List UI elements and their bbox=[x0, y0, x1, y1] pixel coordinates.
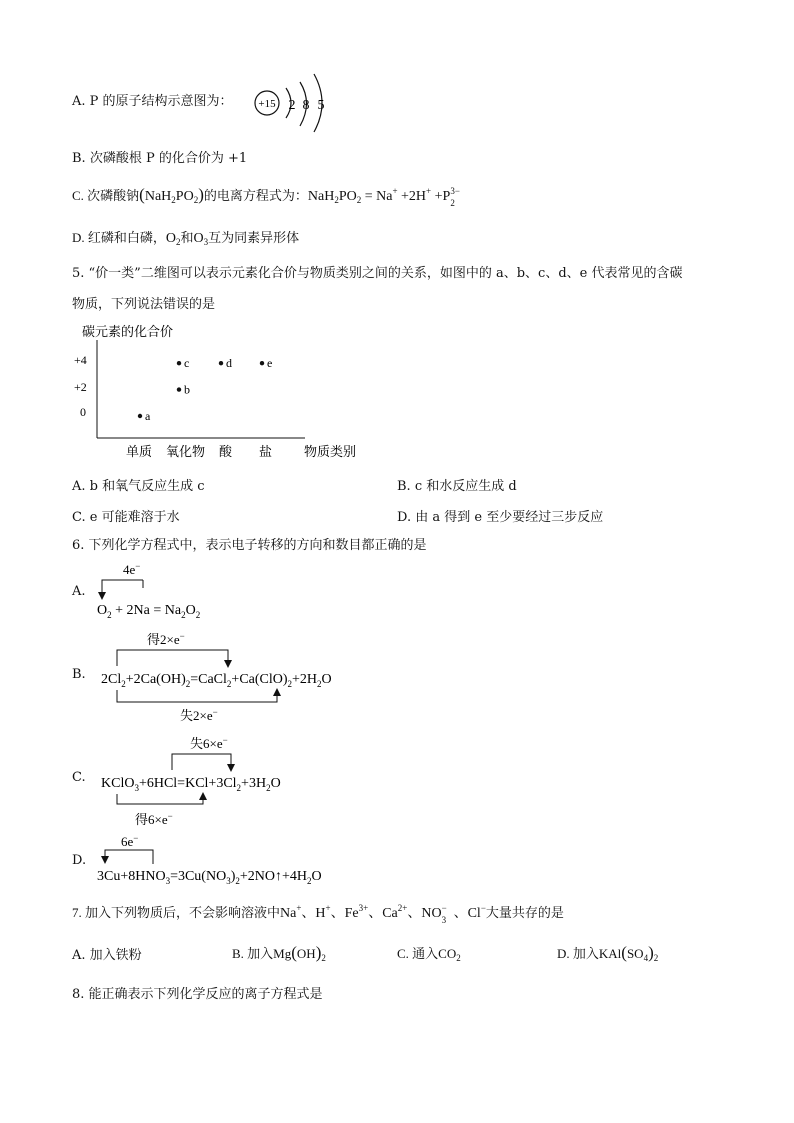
q7-option-d: D. 加入$KAl(SO_4)_2$ bbox=[557, 943, 659, 963]
q6-d-formula: $3Cu+8HNO_3=3Cu(NO_3)_2+2NO↑+4H_2O$ bbox=[97, 869, 322, 886]
q6-a-electron-count: 4e− bbox=[123, 561, 141, 577]
q6-b-loss-label: 失2×e− bbox=[180, 707, 218, 723]
x-tick-oxide: 氧化物 bbox=[166, 444, 206, 459]
q6-c-loss-label: 失6×e− bbox=[190, 735, 228, 751]
q6-c-bottom-line bbox=[117, 794, 203, 804]
q4-option-a-text: A. P 的原子结构示意图为： bbox=[72, 94, 233, 109]
q5-option-b: B. c 和水反应生成 d bbox=[397, 479, 517, 494]
chart-points bbox=[138, 356, 273, 423]
q4-c-formula-na: NaH bbox=[144, 189, 172, 204]
q6-b-top-line bbox=[117, 650, 228, 666]
q6-a-transfer-line bbox=[102, 580, 143, 596]
q7-stem: 7. 加入下列物质后，不会影响溶液中Na+、H+、$Fe^{3+}$、$Ca^{2+}$、NO − 3 、Cl−大量共存的是 bbox=[72, 903, 564, 925]
x-tick-elemental: 单质 bbox=[126, 444, 153, 459]
q6-option-c-equation bbox=[95, 732, 315, 828]
q6-b-formula: $2Cl_2+2Ca(OH)_2=CaCl_2+Ca(ClO)_2+2H_2O$ bbox=[101, 672, 332, 689]
q7-option-b: B. 加入$Mg(OH)_2$ bbox=[232, 943, 326, 963]
point-label-e: e bbox=[267, 356, 273, 371]
point-label-c: c bbox=[184, 356, 190, 371]
q6-d-transfer-line bbox=[105, 850, 153, 864]
q6-option-a-label: A. bbox=[72, 584, 86, 599]
q5-option-a: A. b 和氧气反应生成 c bbox=[72, 479, 205, 494]
point-c bbox=[177, 361, 181, 365]
q4-c-mid: 的电离方程式为： bbox=[203, 188, 308, 203]
x-tick-acid: 酸 bbox=[219, 444, 233, 459]
valence-category-chart bbox=[62, 318, 382, 468]
q6-a-arrow-head bbox=[98, 592, 106, 600]
q6-c-bottom-arrow bbox=[199, 792, 207, 800]
y-tick-plus4: +4 bbox=[74, 353, 87, 367]
y-tick-plus2: +2 bbox=[74, 380, 87, 394]
point-label-b: b bbox=[184, 382, 190, 397]
q6-c-formula: $KClO_3+6HCl=KCl+3Cl_2+3H_2O$ bbox=[101, 776, 281, 793]
q4-option-d-text: D. 红磷和白磷，$O_2$和$O_3$互为同素异形体 bbox=[72, 230, 300, 247]
q4-c-prefix: C. 次磷酸钠 bbox=[72, 188, 140, 203]
q6-option-b-label: B. bbox=[72, 667, 86, 682]
q6-option-d-label: D. bbox=[72, 853, 87, 868]
q5-stem-line-2: 物质，下列说法错误的是 bbox=[72, 297, 216, 312]
q6-option-c-label: C. bbox=[72, 770, 86, 785]
x-tick-salt: 盐 bbox=[259, 444, 273, 459]
q5-option-d: D. 由 a 得到 e 至少要经过三步反应 bbox=[397, 510, 604, 525]
nucleus-charge: +15 bbox=[258, 98, 276, 110]
q5-stem-line-1: 5. “价一类”二维图可以表示元素化合价与物质类别之间的关系，如图中的 a、b、c、d、e 代表常见的含碳 bbox=[72, 266, 683, 281]
q6-c-top-line bbox=[172, 754, 231, 770]
q5-option-c: C. e 可能难溶于水 bbox=[72, 510, 180, 525]
q6-d-electron-count: 6e− bbox=[121, 833, 139, 849]
q6-option-b-equation bbox=[95, 628, 355, 724]
shell-3-electrons: 5 bbox=[317, 98, 325, 113]
q6-c-top-arrow bbox=[227, 764, 235, 772]
q6-option-a-equation bbox=[95, 560, 245, 622]
y-tick-zero: 0 bbox=[80, 405, 86, 419]
atom-structure-diagram bbox=[252, 70, 342, 136]
q6-c-gain-label: 得6×e− bbox=[135, 811, 173, 827]
point-e bbox=[260, 361, 264, 365]
q6-b-bottom-arrow bbox=[273, 688, 281, 696]
q6-b-bottom-line bbox=[117, 690, 277, 702]
point-a bbox=[138, 414, 142, 418]
point-label-d: d bbox=[226, 356, 232, 371]
q4-c-formula-po: PO bbox=[175, 189, 194, 204]
q6-a-formula: $O_2 + 2Na = Na_2O_2$ bbox=[97, 603, 201, 620]
q6-b-gain-label: 得2×e− bbox=[147, 631, 185, 647]
q4-option-b-text: B. 次磷酸根 P 的化合价为 +1 bbox=[72, 151, 248, 166]
q6-stem: 6. 下列化学方程式中，表示电子转移的方向和数目都正确的是 bbox=[72, 538, 427, 553]
chart-x-label: 物质类别 bbox=[304, 444, 357, 459]
chart-y-label: 碳元素的化合价 bbox=[82, 324, 174, 339]
q4-option-c-text: C. 次磷酸钠$(NaH_2PO_2)$的电离方程式为：$NaH_2PO_2 = Na^+ +2H^+ +P$ 3− 2 bbox=[72, 185, 460, 208]
q7-option-a: A. 加入铁粉 bbox=[72, 948, 142, 963]
q7-option-c: C. 通入$CO_2$ bbox=[397, 946, 461, 963]
q6-d-arrow-head bbox=[101, 856, 109, 864]
q6-b-top-arrow bbox=[224, 660, 232, 668]
q4-c-eq-na: NaH bbox=[307, 189, 335, 204]
q7-ions: Na+、H+、$Fe^{3+}$、$Ca^{2+}$、NO − 3 、Cl− bbox=[280, 903, 486, 925]
q8-stem: 8. 能正确表示下列化学反应的离子方程式是 bbox=[72, 987, 323, 1002]
point-label-a: a bbox=[145, 409, 151, 423]
point-d bbox=[219, 361, 223, 365]
shell-2-electrons: 8 bbox=[302, 98, 310, 113]
point-b bbox=[177, 387, 181, 391]
shell-1-electrons: 2 bbox=[288, 98, 296, 113]
q6-option-d-equation bbox=[95, 832, 355, 888]
